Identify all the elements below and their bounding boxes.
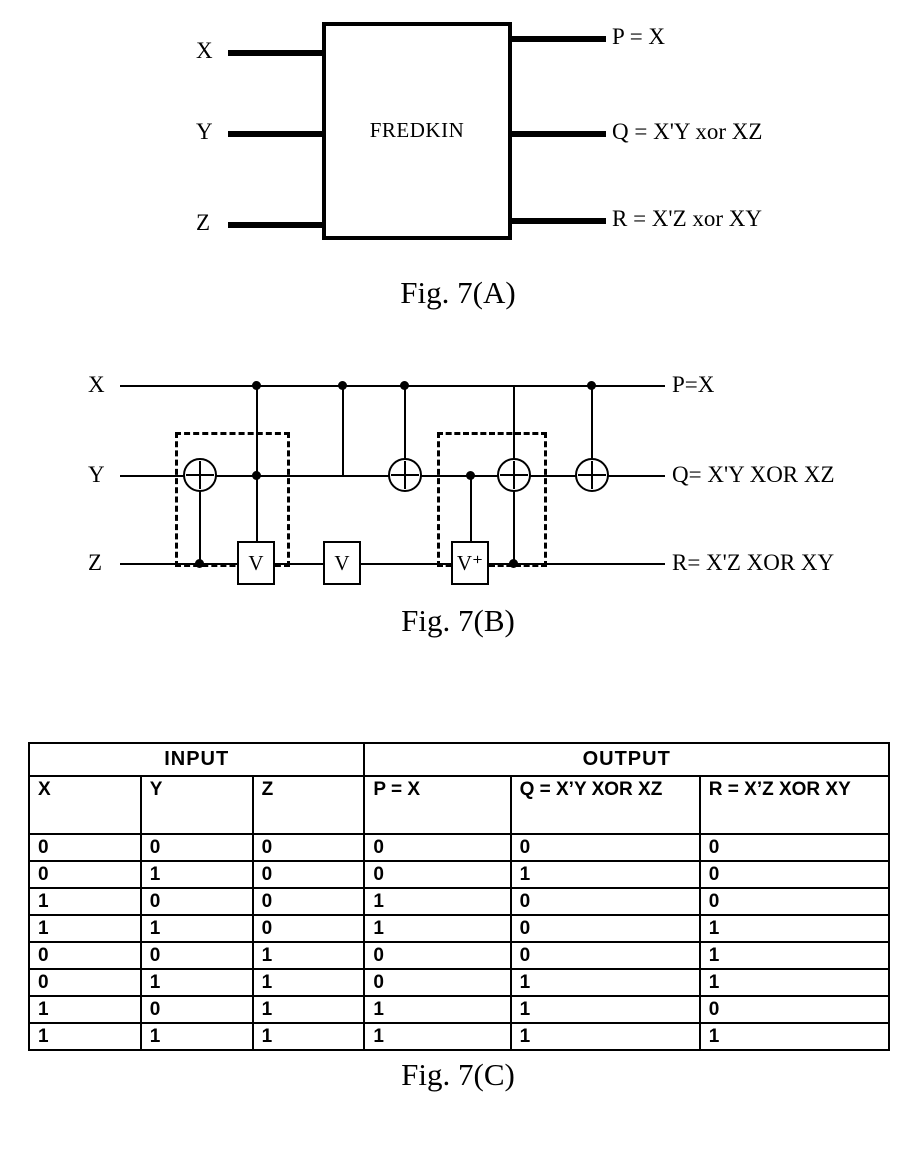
cell-x: 1 — [29, 915, 141, 942]
column-header-p: P = X — [364, 776, 510, 834]
input-label-x: X — [196, 38, 213, 63]
table-row — [29, 942, 889, 969]
cell-z: 1 — [253, 969, 365, 996]
table-column-header-row — [29, 776, 889, 834]
qubit-input-label-y: Y — [88, 462, 105, 487]
cell-q: 1 — [511, 861, 700, 888]
qubit-input-label-x: X — [88, 372, 105, 397]
v-gate-2: V — [323, 541, 361, 585]
cell-p: 1 — [364, 888, 510, 915]
cell-y: 0 — [141, 996, 253, 1023]
cell-q: 0 — [511, 888, 700, 915]
cell-y: 1 — [141, 969, 253, 996]
cell-q: 0 — [511, 942, 700, 969]
cell-r: 1 — [700, 915, 889, 942]
cell-y: 0 — [141, 888, 253, 915]
xor-gate-3 — [497, 458, 531, 492]
cell-x: 1 — [29, 888, 141, 915]
cell-p: 0 — [364, 942, 510, 969]
xor-gate-2 — [388, 458, 422, 492]
figure-7c — [0, 742, 916, 1092]
fredkin-block-label: FREDKIN — [369, 118, 465, 142]
input-wire-x — [228, 50, 324, 56]
cell-r: 1 — [700, 1023, 889, 1050]
table-row — [29, 915, 889, 942]
control-dot-6 — [466, 471, 475, 480]
qubit-output-label-q: Q= X'Y XOR XZ — [672, 462, 835, 487]
cell-x: 0 — [29, 942, 141, 969]
cell-y: 1 — [141, 861, 253, 888]
cell-p: 0 — [364, 861, 510, 888]
cell-z: 1 — [253, 996, 365, 1023]
control-dot-3 — [400, 381, 409, 390]
column-header-z: Z — [253, 776, 365, 834]
control-dot-5 — [252, 471, 261, 480]
control-dot-8 — [509, 559, 518, 568]
cell-x: 1 — [29, 996, 141, 1023]
cell-y: 1 — [141, 915, 253, 942]
column-header-r: R = X’Z XOR XY — [700, 776, 889, 834]
cell-z: 0 — [253, 861, 365, 888]
v-gate-1: V — [237, 541, 275, 585]
column-header-y: Y — [141, 776, 253, 834]
truth-table — [28, 742, 890, 1051]
column-header-x: X — [29, 776, 141, 834]
table-row — [29, 1023, 889, 1050]
v-dagger-gate: V⁺ — [451, 541, 489, 585]
input-label-y: Y — [196, 119, 213, 144]
qubit-line-x — [120, 385, 665, 387]
cell-r: 1 — [700, 942, 889, 969]
xor-gate-4 — [575, 458, 609, 492]
cell-y: 0 — [141, 834, 253, 861]
cell-p: 0 — [364, 834, 510, 861]
qubit-output-label-p: P=X — [672, 372, 715, 397]
cell-p: 1 — [364, 996, 510, 1023]
cell-p: 1 — [364, 1023, 510, 1050]
cell-x: 0 — [29, 969, 141, 996]
cell-x: 1 — [29, 1023, 141, 1050]
input-wire-y — [228, 131, 324, 137]
cell-y: 0 — [141, 942, 253, 969]
table-row — [29, 996, 889, 1023]
cell-r: 0 — [700, 834, 889, 861]
table-row — [29, 834, 889, 861]
cell-x: 0 — [29, 861, 141, 888]
group-header-input: INPUT — [29, 743, 364, 776]
cell-r: 0 — [700, 996, 889, 1023]
control-link-2 — [342, 385, 344, 477]
cell-z: 1 — [253, 1023, 365, 1050]
output-wire-q — [510, 131, 606, 137]
output-wire-r — [510, 218, 606, 224]
control-dot-2 — [338, 381, 347, 390]
figure-7b — [0, 345, 916, 645]
output-label-q: Q = X'Y xor XZ — [612, 119, 763, 144]
output-label-r: R = X'Z xor XY — [612, 206, 762, 231]
figure-7b-caption: Fig. 7(B) — [401, 603, 515, 638]
cell-p: 1 — [364, 915, 510, 942]
table-row — [29, 888, 889, 915]
cell-x: 0 — [29, 834, 141, 861]
cell-q: 0 — [511, 915, 700, 942]
cell-r: 0 — [700, 861, 889, 888]
qubit-input-label-z: Z — [88, 550, 103, 575]
cell-q: 1 — [511, 969, 700, 996]
output-label-p: P = X — [612, 24, 666, 49]
cell-z: 1 — [253, 942, 365, 969]
cell-r: 0 — [700, 888, 889, 915]
cell-q: 1 — [511, 996, 700, 1023]
output-wire-p — [510, 36, 606, 42]
control-dot-1 — [252, 381, 261, 390]
input-wire-z — [228, 222, 324, 228]
xor-gate-1 — [183, 458, 217, 492]
control-dot-4 — [587, 381, 596, 390]
cell-z: 0 — [253, 834, 365, 861]
table-row — [29, 969, 889, 996]
cell-r: 1 — [700, 969, 889, 996]
cell-z: 0 — [253, 915, 365, 942]
cell-z: 0 — [253, 888, 365, 915]
table-group-header-row — [29, 743, 889, 776]
control-dot-7 — [195, 559, 204, 568]
qubit-output-label-r: R= X'Z XOR XY — [672, 550, 835, 575]
figure-7a-caption: Fig. 7(A) — [400, 275, 516, 310]
group-header-output: OUTPUT — [364, 743, 889, 776]
table-row — [29, 861, 889, 888]
figure-7a — [0, 0, 916, 330]
cell-p: 0 — [364, 969, 510, 996]
cell-q: 1 — [511, 1023, 700, 1050]
cell-y: 1 — [141, 1023, 253, 1050]
column-header-q: Q = X’Y XOR XZ — [511, 776, 700, 834]
input-label-z: Z — [196, 210, 211, 235]
figure-7c-caption: Fig. 7(C) — [401, 1057, 515, 1092]
cell-q: 0 — [511, 834, 700, 861]
